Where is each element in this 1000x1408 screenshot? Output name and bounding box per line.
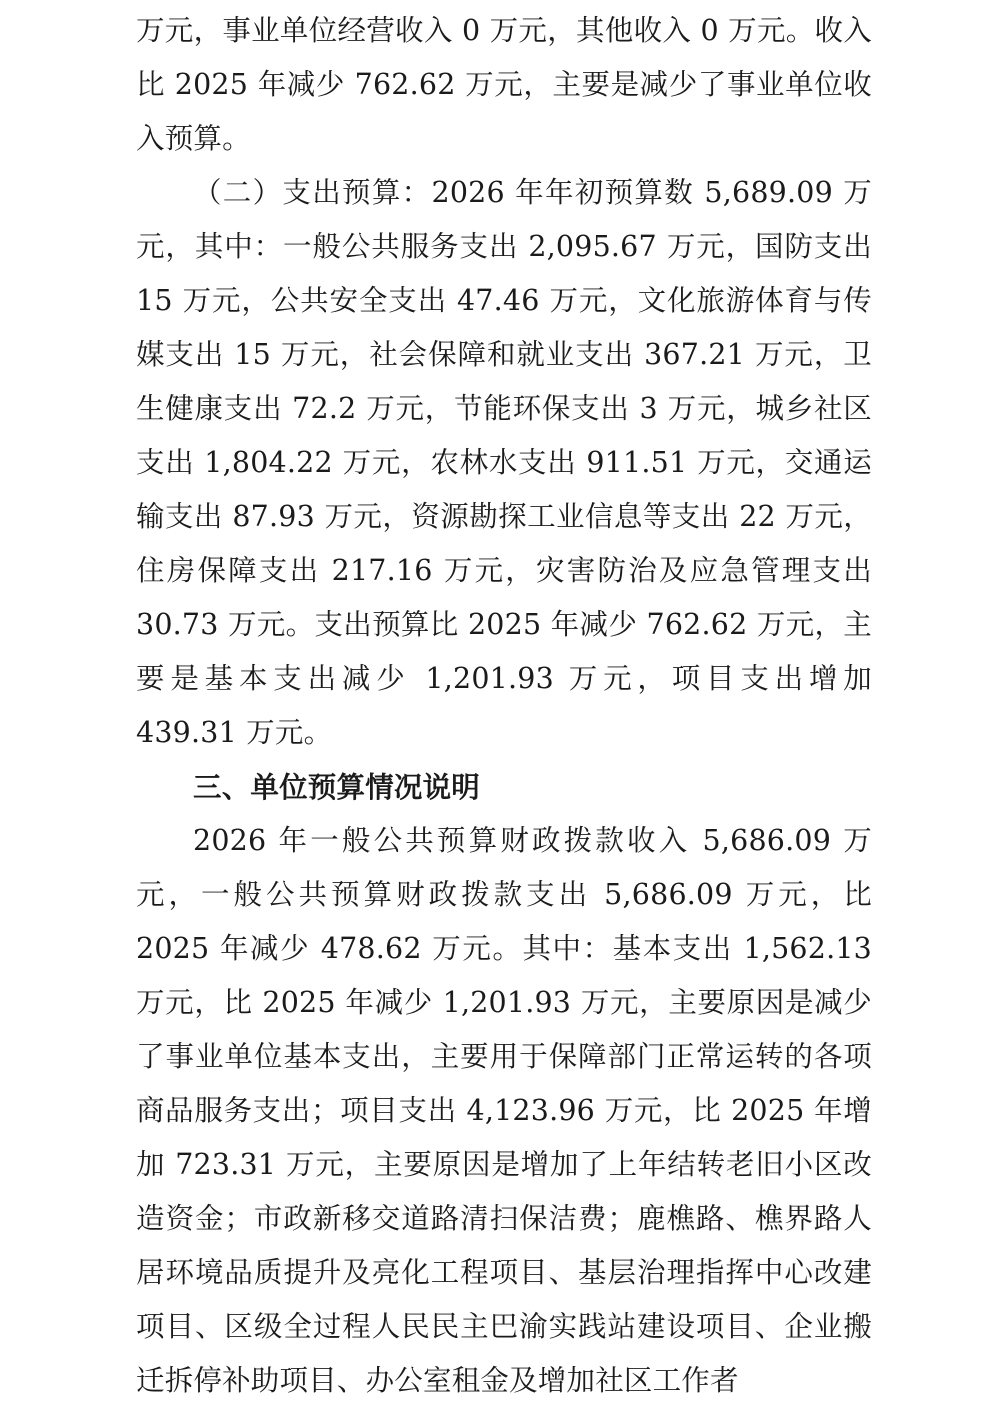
- document-body: [136, 0, 872, 1408]
- paragraph-block-unit-budget-detail: [136, 814, 872, 1408]
- heading-block-unit-budget: [136, 760, 872, 814]
- paragraph-block-expenditure: [136, 166, 872, 760]
- paragraph-income-continued: 万元，事业单位经营收入 0 万元，其他收入 0 万元。收入比 2025 年减少 762.62 万元，主要是减少了事业单位收入预算。: [136, 14, 872, 155]
- paragraph-expenditure-budget: （二）支出预算：2026 年年初预算数 5,689.09 万元，其中：一般公共服务支出 2,095.67 万元，国防支出 15 万元，公共安全支出 47.46 万元，文化旅游体育与传媒支出 15 万元，社会保障和就业支出 367.21 万元，卫生健康支出 72.2 万元，节能环保支出 3 万元，城乡社区支出 1,804.22 万元，农林水支出 911.51 万元，交通运输支出 87.93 万元，资源勘探工业信息等支出 22 万元，住房保障支出 217.16 万元，灾害防治及应急管理支出 30.73 万元。支出预算比 2025 年减少 762.62 万元，主要是基本支出减少 1,201.93 万元，项目支出增加 439.31 万元。: [136, 176, 872, 749]
- paragraph-block-income: [136, 4, 872, 166]
- heading-unit-budget: 三、单位预算情况说明: [193, 770, 481, 804]
- paragraph-unit-budget-detail: 2026 年一般公共预算财政拨款收入 5,686.09 万元，一般公共预算财政拨款支出 5,686.09 万元，比 2025 年减少 478.62 万元。其中：基本支出 1,562.13 万元，比 2025 年减少 1,201.93 万元，主要原因是减少了事业单位基本支出，主要用于保障部门正常运转的各项商品服务支出；项目支出 4,123.96 万元，比 2025 年增加 723.31 万元，主要原因是增加了上年结转老旧小区改造资金；市政新移交道路清扫保洁费；鹿樵路、樵界路人居环境品质提升及亮化工程项目、基层治理指挥中心改建项目、区级全过程人民民主巴渝实践站建设项目、企业搬迁拆停补助项目、办公室租金及增加社区工作者: [136, 824, 872, 1397]
